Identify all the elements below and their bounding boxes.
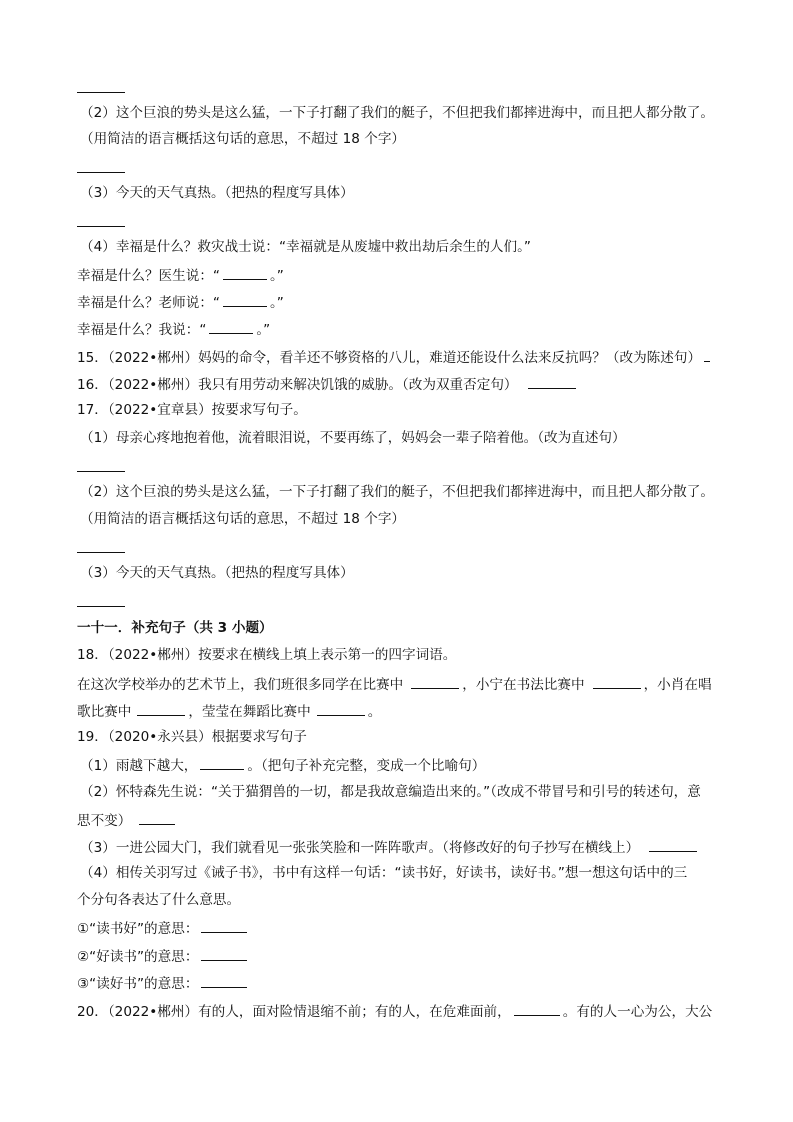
question-19-item-4-cont: 个分句各表达了什么意思。: [77, 892, 241, 908]
question-18-line-1: 在这次学校举办的艺术节上，我们班很多同学在比赛中 ，小宁在书法比赛中 ，小肖在唱: [77, 674, 733, 694]
question-17-item-2: （2）这个巨浪的势头是这么猛，一下子打翻了我们的艇子，不但把我们都摔进海中，而且把人都分散了。: [80, 484, 714, 500]
q-item-3: （3）今天的天气真热。（把热的程度写具体）: [80, 185, 354, 201]
question-17-item-3: （3）今天的天气真热。（把热的程度写具体）: [80, 565, 354, 581]
blank-input[interactable]: [528, 374, 576, 389]
q-item-2: （2）这个巨浪的势头是这么猛，一下子打翻了我们的艇子，不但把我们都摔进海中，而且把人都分散了。: [80, 105, 714, 121]
blank-input[interactable]: [223, 265, 267, 280]
question-18-title: 18．（2022•郴州）按要求在横线上填上表示第一的四字词语。: [77, 647, 457, 663]
blank-input[interactable]: [200, 755, 244, 770]
blank-input[interactable]: [649, 837, 697, 852]
question-19-title: 19．（2020•永兴县）根据要求写句子: [77, 729, 307, 745]
question-17-item-2-note: （用简洁的语言概括这句话的意思，不超过 18 个字）: [80, 511, 406, 527]
blank-input[interactable]: [201, 946, 247, 961]
question-19-choice-3: ③“读好书”的意思：: [77, 973, 733, 993]
blank-input[interactable]: [593, 674, 641, 689]
question-17-item-1: （1）母亲心疼地抱着他，流着眼泪说，不要再练了，妈妈会一辈子陪着他。（改为直述句）: [80, 430, 626, 446]
answer-line: [77, 92, 125, 93]
blank-input[interactable]: [514, 1001, 560, 1016]
blank-input[interactable]: [201, 973, 247, 988]
question-19-choice-1: ①“读书好”的意思：: [77, 918, 733, 938]
blank-input[interactable]: [223, 292, 267, 307]
question-20: 20．（2022•郴州）有的人，面对险情退缩不前；有的人，在危难面前， 。有的人一心为公，大公: [77, 1001, 733, 1021]
question-18-line-2: 歌比赛中 ，莹莹在舞蹈比赛中 。: [77, 701, 733, 721]
question-19-item-1: （1）雨越下越大， 。（把句子补充完整，变成一个比喻句）: [80, 755, 733, 775]
section-heading: 一十一．补充句子（共 3 小题）: [77, 620, 273, 636]
question-15: 15．（2022•郴州）妈妈的命令，看羊还不够资格的八儿，难道还能设什么法来反抗吗？（改为陈述句）: [77, 347, 733, 367]
question-17-title: 17．（2022•宜章县）按要求写句子。: [77, 402, 307, 418]
blank-input[interactable]: [209, 319, 253, 334]
answer-line: [77, 471, 125, 472]
blank-input[interactable]: [317, 701, 365, 716]
answer-line: [77, 226, 125, 227]
blank-input[interactable]: [704, 347, 710, 362]
happiness-teacher: 幸福是什么？老师说：“ 。”: [77, 292, 733, 312]
happiness-doctor: 幸福是什么？医生说：“ 。”: [77, 265, 733, 285]
answer-line: [77, 552, 125, 553]
question-19-item-2: （2）怀特森先生说：“关于猫猬兽的一切，都是我故意编造出来的。”（改成不带冒号和引号的转述句，意: [80, 784, 701, 800]
answer-line: [77, 606, 125, 607]
blank-input[interactable]: [201, 918, 247, 933]
q-item-4: （4）幸福是什么？救灾战士说：“幸福就是从废墟中救出劫后余生的人们。”: [80, 239, 531, 255]
question-16: 16．（2022•郴州）我只有用劳动来解决饥饿的威胁。（改为双重否定句）: [77, 374, 733, 394]
blank-input[interactable]: [137, 701, 185, 716]
question-19-item-2-cont: 思不变）: [77, 810, 733, 830]
blank-input[interactable]: [411, 674, 459, 689]
answer-line: [77, 172, 125, 173]
question-19-item-3: （3）一进公园大门，我们就看见一张张笑脸和一阵阵歌声。（将修改好的句子抄写在横线上）: [80, 837, 733, 857]
question-19-choice-2: ②“好读书”的意思：: [77, 946, 733, 966]
blank-input[interactable]: [139, 810, 175, 825]
question-19-item-4: （4）相传关羽写过《诫子书》，书中有这样一句话：“读书好，好读书，读好书。”想一想这句话中的三: [80, 865, 688, 881]
happiness-me: 幸福是什么？我说：“ 。”: [77, 319, 733, 339]
q-item-2-note: （用简洁的语言概括这句话的意思，不超过 18 个字）: [80, 131, 406, 147]
